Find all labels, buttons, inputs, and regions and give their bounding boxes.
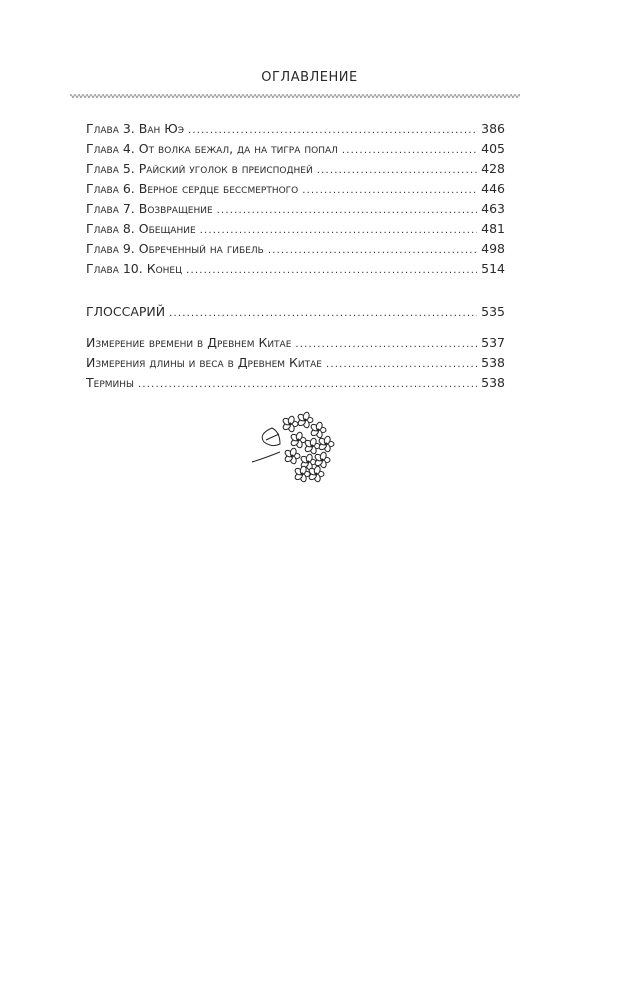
entry-page: 514 <box>481 261 505 276</box>
flower-illustration-icon <box>250 410 340 485</box>
entry-page: 537 <box>481 335 505 350</box>
leader-dots <box>138 379 477 390</box>
leader-dots <box>188 125 477 136</box>
leader-dots <box>302 185 477 196</box>
leader-dots <box>295 339 477 350</box>
toc-entry[interactable] <box>86 221 505 241</box>
toc-entry[interactable] <box>86 141 505 161</box>
page-title: ОГЛАВЛЕНИЕ <box>261 70 358 85</box>
toc-entry[interactable] <box>86 161 505 181</box>
toc-entry[interactable] <box>86 375 505 395</box>
entry-page: 538 <box>481 375 505 390</box>
leader-dots <box>317 165 477 176</box>
entry-page: 463 <box>481 201 505 216</box>
toc-entry[interactable] <box>86 241 505 261</box>
leader-dots <box>200 225 478 236</box>
entry-label: Глава 10. Конец <box>86 261 183 276</box>
entry-page: 446 <box>481 181 505 196</box>
glossary-section <box>86 304 505 324</box>
entry-label: Глава 6. Верное сердце бессмертного <box>86 181 299 196</box>
chapter-list <box>86 121 505 281</box>
entry-page: 498 <box>481 241 505 256</box>
entry-page: 428 <box>481 161 505 176</box>
leader-dots <box>169 308 477 319</box>
toc-entry[interactable] <box>86 355 505 375</box>
entry-label: Глава 3. Ван Юэ <box>86 121 185 136</box>
entry-label: Измерение времени в Древнем Китае <box>86 335 292 350</box>
leader-dots <box>268 245 477 256</box>
entry-page: 535 <box>481 304 505 319</box>
toc-entry[interactable] <box>86 335 505 355</box>
entry-label: Глава 8. Обещание <box>86 221 196 236</box>
glossary-list <box>86 335 505 395</box>
entry-page: 386 <box>481 121 505 136</box>
entry-label: Глава 4. От волка бежал, да на тигра попал <box>86 141 338 156</box>
wavy-divider <box>70 92 520 100</box>
entry-label: Глава 9. Обреченный на гибель <box>86 241 264 256</box>
entry-label: Измерения длины и веса в Древнем Китае <box>86 355 322 370</box>
toc-entry[interactable] <box>86 201 505 221</box>
entry-label: Глава 7. Возвращение <box>86 201 213 216</box>
entry-page: 481 <box>481 221 505 236</box>
toc-entry[interactable] <box>86 261 505 281</box>
leader-dots <box>186 265 477 276</box>
toc-entry[interactable] <box>86 181 505 201</box>
leader-dots <box>342 145 477 156</box>
toc-entry-glossary[interactable] <box>86 304 505 324</box>
entry-label: Термины <box>86 375 134 390</box>
toc-entry[interactable] <box>86 121 505 141</box>
leader-dots <box>217 205 477 216</box>
entry-page: 405 <box>481 141 505 156</box>
entry-label: ГЛОССАРИЙ <box>86 304 166 319</box>
entry-page: 538 <box>481 355 505 370</box>
leader-dots <box>326 359 477 370</box>
entry-label: Глава 5. Райский уголок в преисподней <box>86 161 313 176</box>
